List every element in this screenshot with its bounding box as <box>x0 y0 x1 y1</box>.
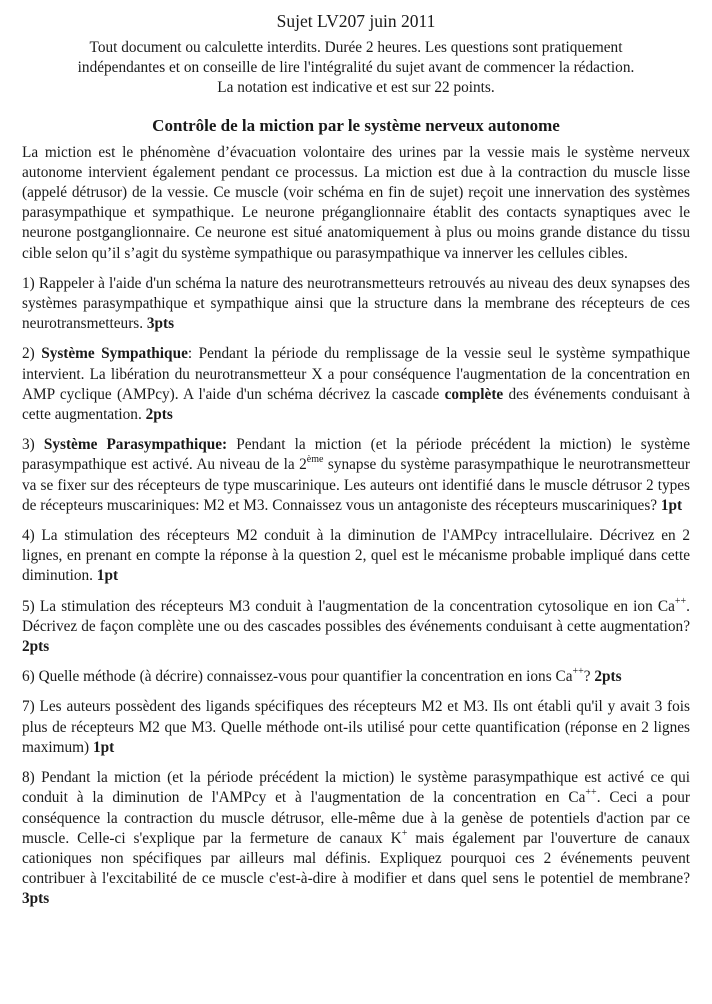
question-8 <box>22 768 690 909</box>
question-text: Pendant la miction (et la période précédent la miction) le système parasympathique est activé. Au niveau de la 2 <box>22 436 690 474</box>
question-label: Système Sympathique <box>41 345 188 363</box>
points-badge: 2pts <box>22 638 50 656</box>
question-text: des événements conduisant à cette augmentation. <box>22 385 690 424</box>
question-text: 4) La stimulation des récepteurs M2 conduit à la diminution de l'AMPcy intracellulaire. Décrivez en 2 lignes, en prenant en compte la réponse à la question 2, quel est le mécanisme probable impliqué dans cette diminution. <box>22 527 690 585</box>
question-number: 3) <box>22 436 44 454</box>
question-5 <box>22 597 690 658</box>
superscript: ème <box>306 454 324 466</box>
points-badge: 3pts <box>146 315 175 333</box>
question-2 <box>22 344 690 425</box>
emphasis: complète <box>444 385 504 403</box>
exam-title: Sujet LV207 juin 2011 <box>276 11 436 31</box>
points-badge: 2pts <box>145 406 173 424</box>
superscript: + <box>401 827 408 839</box>
superscript: ++ <box>674 595 687 607</box>
instruction-line: La notation est indicative et est sur 22 points. <box>217 79 495 97</box>
points-badge: 3pts <box>22 890 50 908</box>
question-text: synapse du système parasympathique le neurotransmetteur va se fixer sur des récepteurs de type muscarinique. Les auteurs ont identifié dans le muscle détrusor 2 types de récepteurs muscariniques: M2 et M3. Connaissez vous un antagoniste des récepteurs muscariniques? <box>22 456 690 514</box>
question-text: : Pendant la période du remplissage de la vessie seul le système sympathique intervient. La libération du neurotransmetteur X a pour conséquence l'augmentation de la concentration en AMP cyclique (AMPcy). A l'aide d'un schéma décrivez la cascade <box>22 345 690 403</box>
question-text: 7) Les auteurs possèdent des ligands spécifiques des récepteurs M2 et M3. Ils ont établi qu'il y avait 3 fois plus de récepteurs M2 que M3. Quelle méthode ont-ils utilisé pour cette quantification (réponse en 2 lignes maximum) <box>22 698 690 756</box>
points-badge: 1pt <box>92 738 115 756</box>
question-text: 5) La stimulation des récepteurs M3 conduit à l'augmentation de la concentration cytosolique en ion Ca <box>22 597 675 615</box>
question-text: . Décrivez de façon complète une ou des cascades possibles des événements conduisant à cette augmentation? <box>22 597 690 635</box>
question-text: 1) Rappeler à l'aide d'un schéma la nature des neurotransmetteurs retrouvés au niveau des deux synapses des systèmes parasympathique et sympathique ainsi que la structure dans la membrane des récepteurs de ces neurotransmetteurs. <box>22 274 690 333</box>
superscript: ++ <box>585 787 597 799</box>
points-badge: 1pt <box>660 496 683 514</box>
question-1 <box>22 274 690 335</box>
question-label: Système Parasympathique: <box>43 436 228 454</box>
points-badge: 2pts <box>594 668 622 686</box>
question-text: 6) Quelle méthode (à décrire) connaissez-vous pour quantifier la concentration en ions Ca <box>22 668 573 686</box>
question-7 <box>22 697 690 758</box>
question-text: ? <box>583 668 595 686</box>
question-3 <box>22 435 690 516</box>
section-title: Contrôle de la miction par le système nerveux autonome <box>152 115 560 135</box>
superscript: ++ <box>572 666 584 678</box>
question-text: . Ceci a pour conséquence la contraction du muscle détrusor, elle-même due à la genèse de potentiels d'action par ce muscle. Celle-ci s'explique par la fermeture de canaux K <box>22 789 690 847</box>
question-text: 8) Pendant la miction (et la période précédent la miction) le système parasympathique est activé ce qui conduit à la diminution de l'AMPcy et à l'augmentation de la concentration en Ca <box>22 769 690 807</box>
points-badge: 1pt <box>96 567 119 585</box>
instruction-line: Tout document ou calculette interdits. Durée 2 heures. Les questions sont pratiquement <box>89 39 623 56</box>
question-number: 2) <box>22 345 42 363</box>
question-4 <box>22 526 690 587</box>
question-6 <box>22 667 690 687</box>
intro-paragraph: La miction est le phénomène d’évacuation volontaire des urines par la vessie mais le système nerveux autonome intervient également pendant ce processus. La miction est due à la contraction du muscle lisse (appelé détrusor) de la vessie. Ce muscle (voir schéma en fin de sujet) reçoit une innervation des systèmes parasympathique et sympathique. Le neurone préganglionnaire établit des contacts synaptiques avec le neurone postganglionnaire. Ce neurone est situé anatomiquement à plus ou moins grande distance du tissu cible selon qu’il s’agit du système sympathique ou parasympathique va innerver les cellules cibles. <box>22 143 690 262</box>
instruction-line: indépendantes et on conseille de lire l'intégralité du sujet avant de commencer la rédaction. <box>77 59 635 77</box>
exam-instructions <box>22 38 690 99</box>
question-text: mais également par l'ouverture de canaux cationiques non spécifiques par ailleurs mal définis. Expliquez pourquoi ces 2 événements peuvent contribuer à l'excitabilité de ce muscle c'est-à-dire à modifier et dans quel sens le potentiel de membrane? <box>22 829 690 888</box>
